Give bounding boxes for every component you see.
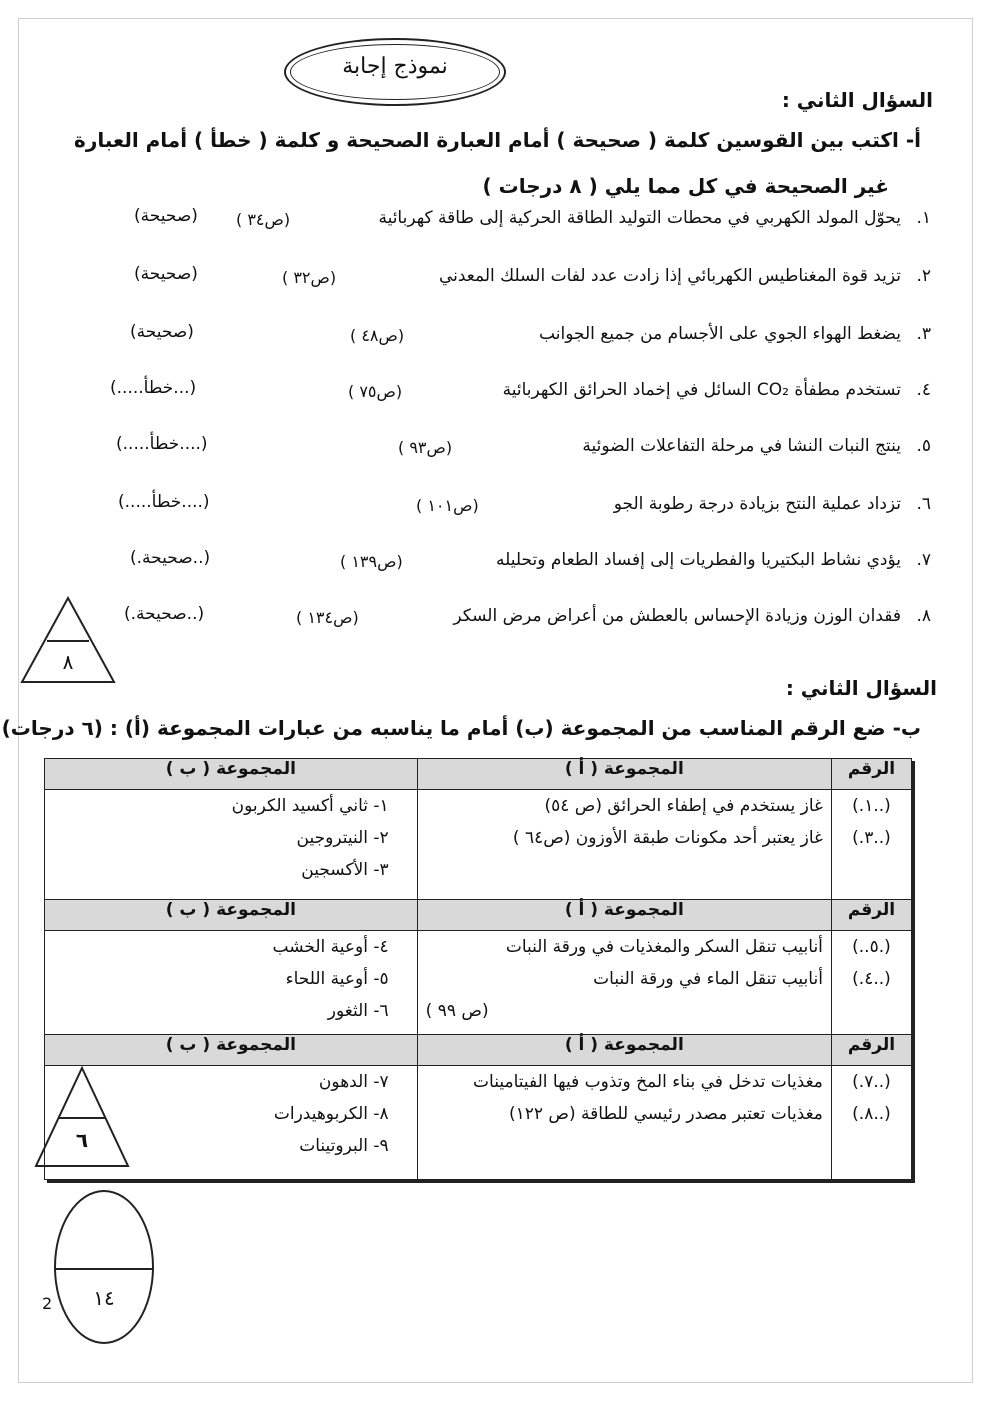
item-number: ٢. [916, 266, 931, 286]
header-group-a: المجموعة ( أ ) [417, 759, 831, 790]
answer-cell [831, 931, 911, 1035]
question-heading-b: السؤال الثاني : [785, 676, 937, 700]
group-body-row [45, 790, 912, 900]
item-answer: (صحيحة) [134, 206, 198, 226]
item-number: ٦. [916, 494, 931, 514]
header-group-b: المجموعة ( ب ) [45, 759, 418, 790]
item-page-reference: (ص١٠١ ) [416, 496, 479, 515]
item-statement: تزيد قوة المغناطيس الكهربائي إذا زادت عدد لفات السلك المعدني [438, 266, 901, 286]
item-statement: فقدان الوزن وزيادة الإحساس بالعطش من أعراض مرض السكر [453, 606, 901, 626]
item-page-reference: (ص١٣٤ ) [296, 608, 359, 627]
group-b-cell [45, 931, 418, 1035]
item-answer: (صحيحة) [130, 322, 194, 342]
group-b-cell [45, 790, 418, 900]
item-answer: (صحيحة) [134, 264, 198, 284]
group-a-statement: أنابيب تنقل الماء في ورقة النبات [593, 969, 823, 989]
part-b-instruction: ب- ضع الرقم المناسب من المجموعة (ب) أمام ما يناسبه من عبارات المجموعة (أ) : (٦ درجات) [1, 716, 921, 740]
group-b-option: ٧- الدهون [318, 1072, 389, 1092]
model-answer-label: نموذج إجابة [342, 54, 448, 79]
part-a-instruction-2: غير الصحيحة في كل مما يلي ( ٨ درجات ) [482, 174, 889, 198]
answer-number: (..٧.) [852, 1072, 891, 1092]
group-a-statement: (ص ٩٩ ) [425, 1001, 489, 1021]
answer-number: (..٣.) [852, 828, 891, 848]
group-a-cell [417, 790, 831, 900]
page-number: 2 [42, 1294, 53, 1313]
answer-number: (..٨.) [852, 1104, 891, 1124]
group-a-statement: أنابيب تنقل السكر والمغذيات في ورقة النبات [505, 937, 823, 957]
item-number: ٧. [916, 550, 931, 570]
item-statement: يحوّل المولد الكهربي في محطات التوليد الطاقة الحركية إلى طاقة كهربائية [378, 208, 901, 228]
group-b-option: ٨- الكربوهيدرات [273, 1104, 389, 1124]
question-heading-a: السؤال الثاني : [781, 88, 933, 112]
group-body-row [45, 1066, 912, 1180]
group-header-row [45, 900, 912, 931]
group-a-cell [417, 931, 831, 1035]
part-a-score: ٨ [62, 650, 74, 674]
group-b-option: ١- ثاني أكسيد الكربون [231, 796, 389, 816]
item-page-reference: (ص٣٤ ) [236, 210, 291, 229]
item-page-reference: (ص١٣٩ ) [340, 552, 403, 571]
part-b-score-triangle [34, 1066, 130, 1170]
group-a-cell [417, 1066, 831, 1180]
group-b-option: ٦- الثغور [327, 1001, 389, 1021]
group-b-option: ٢- النيتروجين [296, 828, 389, 848]
model-answer-stamp [284, 38, 506, 106]
item-answer: (..صحيحة.) [124, 604, 205, 624]
item-page-reference: (ص٩٣ ) [398, 438, 453, 457]
item-number: ٣. [916, 324, 931, 344]
header-number: الرقم [831, 759, 911, 790]
group-a-statement: غاز يستخدم في إطفاء الحرائق (ص ٥٤) [544, 796, 823, 816]
item-answer: (...خطأ.....) [110, 378, 197, 398]
answer-cell [831, 790, 911, 900]
group-b-option: ٩- البروتينات [299, 1136, 389, 1156]
header-number: الرقم [831, 900, 911, 931]
item-statement: يؤدي نشاط البكتيريا والفطريات إلى إفساد الطعام وتحليله [496, 550, 901, 570]
group-header-row [45, 759, 912, 790]
answer-cell [831, 1066, 911, 1180]
item-number: ١. [916, 208, 931, 228]
item-statement: تستخدم مطفأة CO₂ السائل في إخماد الحرائق الكهربائية [502, 380, 901, 400]
item-statement: ينتج النبات النشا في مرحلة التفاعلات الضوئية [582, 436, 901, 456]
part-b-score: ٦ [75, 1128, 89, 1152]
item-statement: يضغط الهواء الجوي على الأجسام من جميع الجوانب [539, 324, 901, 344]
group-a-statement: غاز يعتبر أحد مكونات طبقة الأوزون (ص٦٤ ) [512, 828, 823, 848]
group-b-option: ٣- الأكسجين [301, 860, 389, 880]
item-number: ٥. [916, 436, 931, 456]
item-answer: (..صحيحة.) [130, 548, 211, 568]
answer-number: (..٤.) [852, 969, 891, 989]
part-a-instruction-1: أ- اكتب بين القوسين كلمة ( صحيحة ) أمام العبارة الصحيحة و كلمة ( خطأ ) أمام العبارة [74, 128, 921, 152]
item-page-reference: (ص٣٢ ) [282, 268, 337, 287]
total-score: ١٤ [93, 1286, 115, 1310]
group-a-statement: مغذيات تعتبر مصدر رئيسي للطاقة (ص ١٢٢) [508, 1104, 823, 1124]
group-a-statement: مغذيات تدخل في بناء المخ وتذوب فيها الفيتامينات [473, 1072, 823, 1092]
item-page-reference: (ص٧٥ ) [348, 382, 403, 401]
header-group-b: المجموعة ( ب ) [45, 1035, 418, 1066]
header-group-a: المجموعة ( أ ) [417, 1035, 831, 1066]
item-page-reference: (ص٤٨ ) [350, 326, 405, 345]
total-score-oval [54, 1190, 154, 1344]
item-answer: (....خطأ.....) [116, 434, 208, 454]
header-group-b: المجموعة ( ب ) [45, 900, 418, 931]
item-statement: تزداد عملية النتح بزيادة درجة رطوبة الجو [613, 494, 901, 514]
matching-table [44, 758, 912, 1180]
item-number: ٨. [916, 606, 931, 626]
item-number: ٤. [916, 380, 931, 400]
answer-number: (.٥..) [852, 937, 891, 957]
header-number: الرقم [831, 1035, 911, 1066]
group-b-option: ٥- أوعية اللحاء [285, 969, 389, 989]
item-answer: (....خطأ.....) [118, 492, 210, 512]
group-b-option: ٤- أوعية الخشب [272, 937, 389, 957]
group-header-row [45, 1035, 912, 1066]
group-body-row [45, 931, 912, 1035]
header-group-a: المجموعة ( أ ) [417, 900, 831, 931]
answer-number: (..١.) [852, 796, 891, 816]
